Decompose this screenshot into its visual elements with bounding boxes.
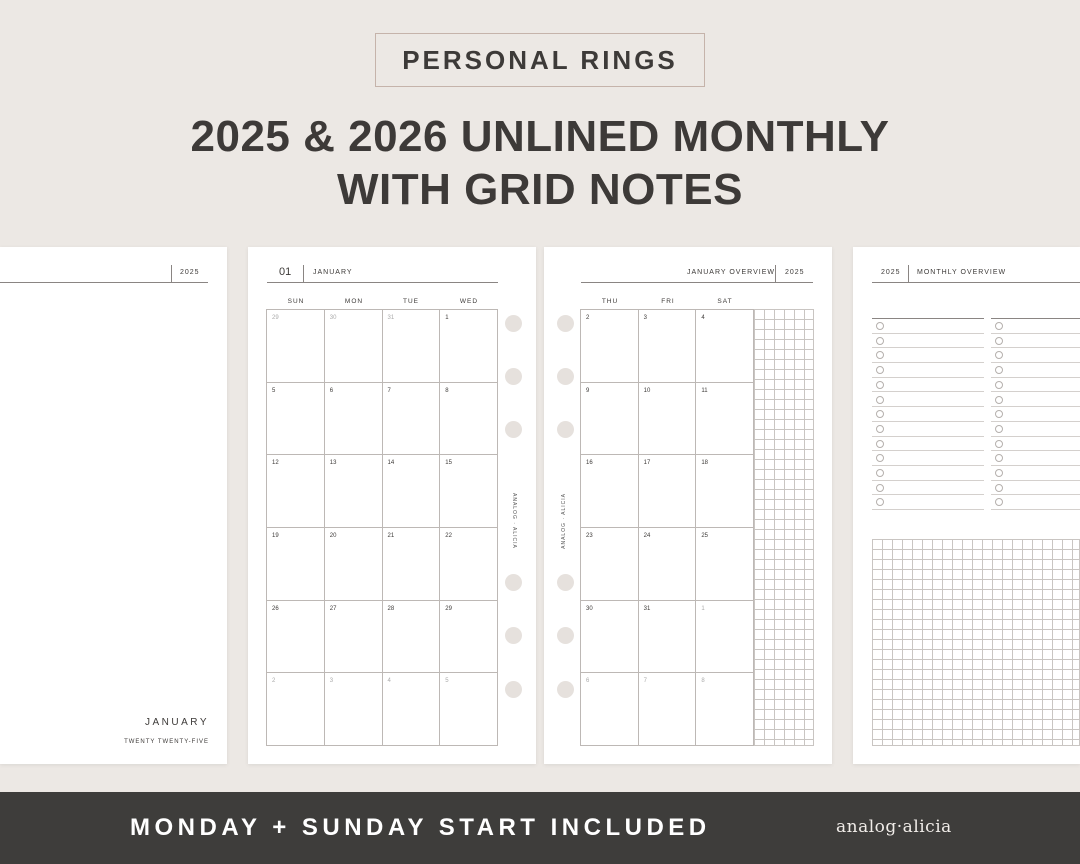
ring-hole — [557, 627, 574, 644]
checkbox-circle-icon — [876, 498, 884, 506]
todo-row — [872, 348, 984, 363]
day-header-thu: THU — [601, 298, 619, 305]
calendar-cell: 22 — [440, 528, 498, 601]
calendar-cell: 31 — [383, 310, 441, 383]
calendar-cell: 29 — [267, 310, 325, 383]
overview-header-divider — [908, 265, 909, 282]
checkbox-circle-icon — [876, 351, 884, 359]
monthly-overview-label: MONTHLY OVERVIEW — [917, 269, 1007, 276]
overview-grid-notes — [872, 539, 1080, 746]
todo-row — [991, 378, 1080, 393]
todo-row — [991, 363, 1080, 378]
overview-header-rule — [872, 282, 1080, 283]
calendar-cell: 7 — [383, 383, 441, 456]
calendar-cell: 30 — [325, 310, 383, 383]
calendar-cell: 27 — [325, 601, 383, 674]
calendar-cell: 1 — [696, 601, 754, 674]
overview-year: 2025 — [881, 269, 901, 276]
right-header-rule — [581, 282, 813, 283]
todo-row — [872, 451, 984, 466]
cover-page — [0, 247, 227, 764]
left-header-divider — [303, 265, 304, 282]
calendar-cell: 8 — [440, 383, 498, 456]
todo-row — [872, 334, 984, 349]
checkbox-circle-icon — [995, 337, 1003, 345]
left-calendar-grid — [266, 309, 498, 746]
todo-row — [991, 334, 1080, 349]
calendar-cell: 11 — [696, 383, 754, 456]
calendar-cell: 2 — [581, 310, 639, 383]
calendar-cell: 25 — [696, 528, 754, 601]
checkbox-circle-icon — [995, 381, 1003, 389]
calendar-cell: 15 — [440, 455, 498, 528]
todo-row — [872, 363, 984, 378]
checkbox-circle-icon — [995, 498, 1003, 506]
calendar-cell: 23 — [581, 528, 639, 601]
ring-hole — [505, 368, 522, 385]
footer-banner — [0, 792, 1080, 864]
day-header-mon: MON — [344, 298, 364, 305]
calendar-cell: 24 — [639, 528, 697, 601]
right-calendar-grid — [580, 309, 754, 746]
month-number: 01 — [279, 266, 292, 278]
ring-hole — [557, 574, 574, 591]
todo-row — [991, 451, 1080, 466]
todo-row — [872, 393, 984, 408]
checkbox-circle-icon — [876, 425, 884, 433]
ring-hole — [505, 574, 522, 591]
calendar-cell: 19 — [267, 528, 325, 601]
checkbox-circle-icon — [876, 410, 884, 418]
calendar-cell: 31 — [639, 601, 697, 674]
calendar-cell: 10 — [639, 383, 697, 456]
calendar-cell: 4 — [696, 310, 754, 383]
brand-logo: analog·alicia — [836, 817, 952, 837]
checkbox-circle-icon — [995, 484, 1003, 492]
checkbox-circle-icon — [876, 381, 884, 389]
ring-hole — [505, 421, 522, 438]
todo-row — [991, 407, 1080, 422]
calendar-cell: 30 — [581, 601, 639, 674]
checkbox-circle-icon — [995, 454, 1003, 462]
ring-hole — [505, 681, 522, 698]
cover-header-rule — [0, 282, 208, 283]
calendar-cell: 9 — [581, 383, 639, 456]
calendar-cell: 3 — [639, 310, 697, 383]
todo-row — [991, 466, 1080, 481]
todo-row — [872, 495, 984, 510]
ring-hole — [557, 421, 574, 438]
cover-month: JANUARY — [145, 717, 209, 728]
todo-row — [872, 437, 984, 452]
checkbox-circle-icon — [995, 440, 1003, 448]
todo-row — [872, 466, 984, 481]
calendar-cell: 7 — [639, 673, 697, 746]
calendar-cell: 5 — [267, 383, 325, 456]
checkbox-circle-icon — [995, 366, 1003, 374]
overview-label: JANUARY OVERVIEW — [687, 269, 775, 276]
todo-row — [872, 407, 984, 422]
checkbox-circle-icon — [876, 454, 884, 462]
title-line-2: WITH GRID NOTES — [337, 165, 743, 214]
todo-row — [991, 495, 1080, 510]
calendar-cell: 3 — [325, 673, 383, 746]
calendar-cell: 1 — [440, 310, 498, 383]
calendar-cell: 29 — [440, 601, 498, 674]
ring-hole — [557, 315, 574, 332]
checkbox-circle-icon — [995, 396, 1003, 404]
checkbox-circle-icon — [995, 410, 1003, 418]
todo-row — [991, 422, 1080, 437]
calendar-cell: 13 — [325, 455, 383, 528]
personal-rings-badge: PERSONAL RINGS — [375, 33, 705, 87]
calendar-cell: 8 — [696, 673, 754, 746]
calendar-cell: 2 — [267, 673, 325, 746]
todo-row — [991, 437, 1080, 452]
todo-row — [991, 393, 1080, 408]
calendar-cell: 17 — [639, 455, 697, 528]
calendar-cell: 18 — [696, 455, 754, 528]
todo-row — [872, 378, 984, 393]
checkbox-circle-icon — [876, 440, 884, 448]
monthly-overview-page — [853, 247, 1080, 764]
day-header-sun: SUN — [287, 298, 305, 305]
checkbox-circle-icon — [876, 322, 884, 330]
right-header-divider — [775, 265, 776, 282]
calendar-cell: 20 — [325, 528, 383, 601]
calendar-cell: 12 — [267, 455, 325, 528]
cover-header-divider — [171, 265, 172, 282]
day-header-wed: WED — [459, 298, 479, 305]
calendar-cell: 5 — [440, 673, 498, 746]
checkbox-circle-icon — [876, 469, 884, 477]
calendar-cell: 4 — [383, 673, 441, 746]
day-header-fri: FRI — [661, 298, 675, 305]
calendar-cell: 28 — [383, 601, 441, 674]
calendar-cell: 14 — [383, 455, 441, 528]
todo-row — [991, 348, 1080, 363]
todo-row — [872, 481, 984, 496]
day-header-sat: SAT — [717, 298, 733, 305]
checkbox-circle-icon — [876, 337, 884, 345]
calendar-cell: 21 — [383, 528, 441, 601]
todo-row — [872, 319, 984, 334]
checkbox-circle-icon — [995, 322, 1003, 330]
day-header-tue: TUE — [403, 298, 419, 305]
page-title — [0, 110, 1080, 216]
cover-year: 2025 — [180, 269, 200, 276]
calendar-cell: 6 — [325, 383, 383, 456]
ring-hole — [557, 368, 574, 385]
left-spine-text: ANALOG · ALICIA — [511, 493, 517, 549]
grid-notes-column — [754, 309, 814, 746]
ring-hole — [505, 315, 522, 332]
cover-subtitle: TWENTY TWENTY-FIVE — [124, 739, 209, 745]
calendar-cell: 26 — [267, 601, 325, 674]
calendar-cell: 6 — [581, 673, 639, 746]
todo-row — [991, 481, 1080, 496]
calendar-cell: 16 — [581, 455, 639, 528]
checkbox-circle-icon — [876, 366, 884, 374]
left-month-label: JANUARY — [313, 269, 353, 276]
title-line-1: 2025 & 2026 UNLINED MONTHLY — [190, 112, 890, 161]
left-header-rule — [267, 282, 498, 283]
checkbox-circle-icon — [995, 425, 1003, 433]
footer-message: MONDAY + SUNDAY START INCLUDED — [130, 814, 711, 841]
right-year: 2025 — [785, 269, 805, 276]
todo-row — [872, 422, 984, 437]
todo-row — [991, 319, 1080, 334]
ring-hole — [557, 681, 574, 698]
checkbox-circle-icon — [876, 484, 884, 492]
checkbox-circle-icon — [995, 351, 1003, 359]
right-spine-text: ANALOG · ALICIA — [561, 493, 567, 549]
checkbox-circle-icon — [995, 469, 1003, 477]
checkbox-circle-icon — [876, 396, 884, 404]
ring-hole — [505, 627, 522, 644]
